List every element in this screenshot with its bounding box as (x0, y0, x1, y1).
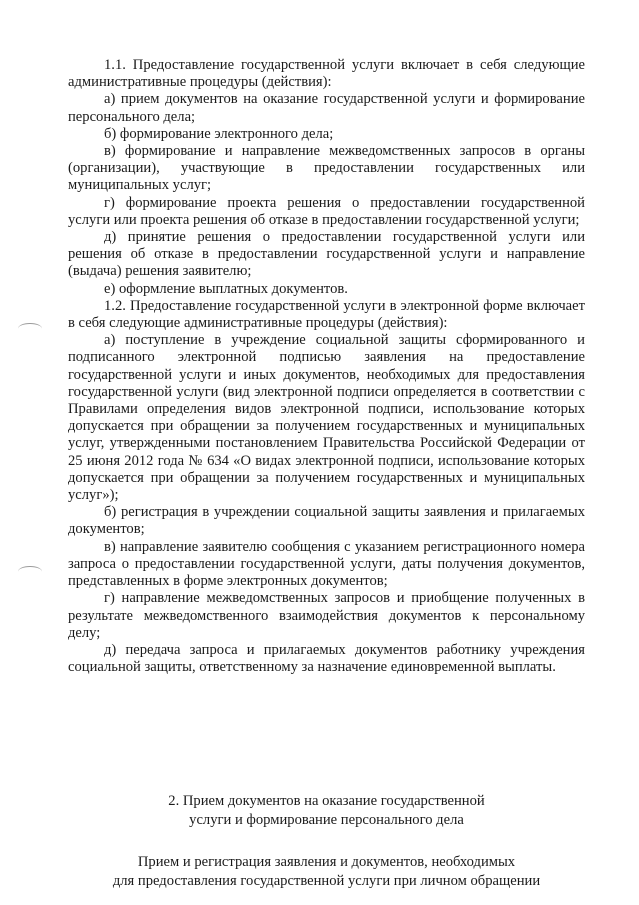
list-item-v-electronic: в) направление заявителю сообщения с указанием регистрационного номера запроса о предоставлении государственной услуги, даты получения документов, представленных в форме электронных документов; (68, 538, 585, 590)
list-item-a: а) прием документов на оказание государственной услуги и формирование персонального дела; (68, 91, 585, 125)
list-item-g: г) формирование проекта решения о предоставлении государственной услуги или проекта решения об отказе в предоставлении государственной услуги; (68, 194, 585, 228)
scan-artifact-mark (18, 323, 42, 334)
subsection-heading-line-2: для предоставления государственной услуги при личном обращении (112, 873, 541, 889)
list-item-g-electronic: г) направление межведомственных запросов и приобщение полученных в результате межведомственного взаимодействия документов к персональному делу; (68, 590, 585, 641)
subsection-heading (68, 853, 585, 891)
document-page (68, 57, 585, 889)
list-item-d: д) принятие решения о предоставлении государственной услуги или решения об отказе в предоставлении государственной услуги и направление (выдача) решения заявителю; (68, 229, 585, 280)
list-item-d-electronic: д) передача запроса и прилагаемых документов работнику учреждения социальной защиты, ответственному за назначение единовременной выплаты. (68, 641, 585, 676)
paragraph-1-2: 1.2. Предоставление государственной услуги в электронной форме включает в себя следующие административные процедуры (действия): (68, 297, 585, 332)
subsection-heading-line-1: Прием и регистрация заявления и документов, необходимых (137, 854, 516, 870)
section-heading-line-2: услуги и формирование персонального дела (189, 812, 464, 828)
paragraph-1-1: 1.1. Предоставление государственной услуги включает в себя следующие административные процедуры (действия): (68, 57, 585, 91)
list-item-a-electronic: а) поступление в учреждение социальной защиты сформированного и подписанного электронной подписью заявления на предоставление государственной услуги и иных документов, необходимых для предоставления государственной услуги (вид электронной подписи определяется в соответствии с Правилами определения видов электронной подписи, использование которых допускается при обращении за получением государственных и муниципальных услуг, утвержденными постановлением Правительства Российской Федерации от 25 июня 2012 года № 634 «О видах электронной подписи, использование которых допускается при обращении за получением государственных и муниципальных услуг»); (68, 332, 585, 504)
section-heading-line-1: 2. Прием документов на оказание государственной (168, 793, 485, 809)
list-item-b: б) формирование электронного дела; (104, 125, 334, 142)
scan-artifact-mark (18, 566, 42, 577)
section-heading (68, 792, 585, 830)
list-item-b-electronic: б) регистрация в учреждении социальной защиты заявления и прилагаемых документов; (68, 504, 585, 538)
list-item-v: в) формирование и направление межведомственных запросов в органы (организации), участвующие в предоставлении государственных или муниципальных услуг; (68, 143, 585, 194)
list-item-e: е) оформление выплатных документов. (104, 280, 348, 297)
